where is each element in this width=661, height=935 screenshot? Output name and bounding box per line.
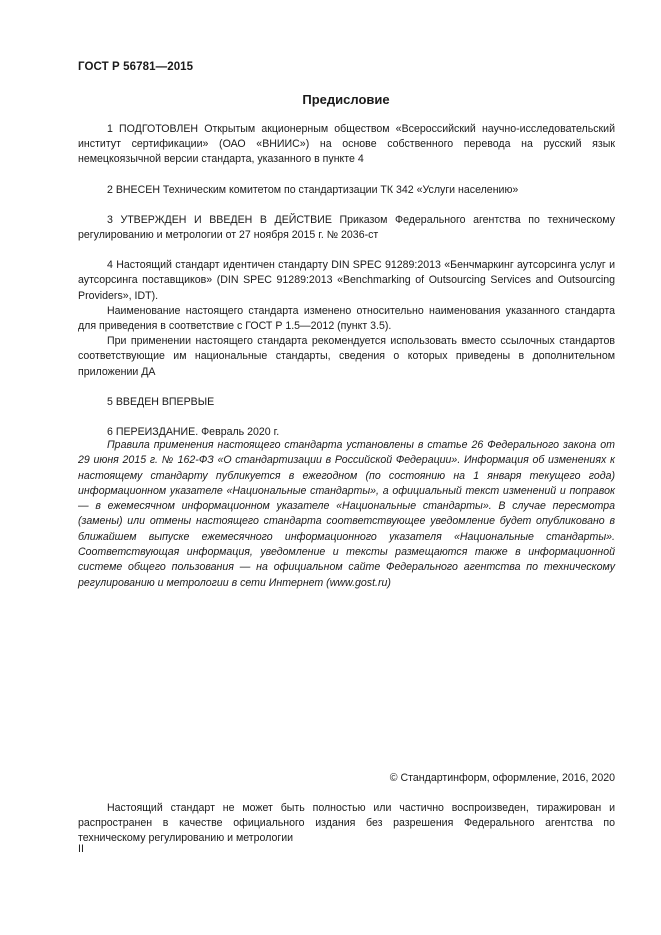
paragraph-identical: 4 Настоящий стандарт идентичен стандарту DIN SPEC 91289:2013 «Бенчмаркинг аутсорсинга услуг и аутсорсинга поставщиков» (DIN SPEC 91289:2013 «Benchmarking of Outsourcing Services and Outsourcing Providers», IDT). bbox=[78, 259, 615, 302]
paragraph-reissue: 6 ПЕРЕИЗДАНИЕ. Февраль 2020 г. bbox=[107, 426, 280, 439]
paragraph-prepared: 1 ПОДГОТОВЛЕН Открытым акционерным обществом «Всероссийский научно-исследовательский институт сертификации» (ОАО «ВНИИС») на основе собственного перевода на русский язык немецкоязычной версии стандарта, указанного в пункте 4 bbox=[78, 123, 615, 166]
paragraph-first-introduced: 5 ВВЕДЕН ВПЕРВЫЕ bbox=[107, 395, 215, 408]
document-code-header: ГОСТ Р 56781—2015 bbox=[78, 61, 194, 73]
paragraph-references: При применении настоящего стандарта рекомендуется использовать вместо ссылочных стандартов соответствующие им национальные стандарты, сведения о которых приведены в дополнительном приложении ДА bbox=[78, 335, 615, 378]
reproduction-rights-text: Настоящий стандарт не может быть полностью или частично воспроизведен, тиражирован и распространен в качестве официального издания без разрешения Федерального агентства по техническому регулированию и метрологии bbox=[78, 802, 615, 845]
paragraph-introduced: 2 ВНЕСЕН Техническим комитетом по стандартизации ТК 342 «Услуги населению» bbox=[107, 183, 519, 196]
paragraph-approved: 3 УТВЕРЖДЕН И ВВЕДЕН В ДЕЙСТВИЕ Приказом Федерального агентства по техническому регулированию и метрологии от 27 ноября 2015 г. № 2036-ст bbox=[78, 213, 615, 242]
paragraph-name-change: Наименование настоящего стандарта изменено относительно наименования указанного стандарта для приведения в соответствие с ГОСТ Р 1.5—2012 (пункт 3.5). bbox=[78, 304, 615, 333]
copyright-line: © Стандартинформ, оформление, 2016, 2020 bbox=[389, 772, 615, 784]
application-rules-notice: Правила применения настоящего стандарта установлены в статье 26 Федерального закона от 29 июня 2015 г. № 162-ФЗ «О стандартизации в Российской Федерации». Информация об изменениях к настоящему стандарту публикуется в ежегодном (по состоянию на 1 января текущего года) информационном указателе «Национальные стандарты», а официальный текст изменений и поправок — в ежемесячном информационном указателе «Национальные стандарты». В случае пересмотра (замены) или отмены настоящего стандарта соответствующее уведомление будет опубликовано в ближайшем выпуске ежемесячного информационного указателя «Национальные стандарты». Соответствующая информация, уведомление и тексты размещаются также в информационной системе общего пользования — на официальном сайте Федерального агентства по техническому регулированию и метрологии в сети Интернет (www.gost.ru) bbox=[78, 439, 615, 589]
section-title: Предисловие bbox=[302, 92, 390, 107]
page-number: II bbox=[78, 843, 84, 855]
foreword-body bbox=[78, 122, 615, 440]
